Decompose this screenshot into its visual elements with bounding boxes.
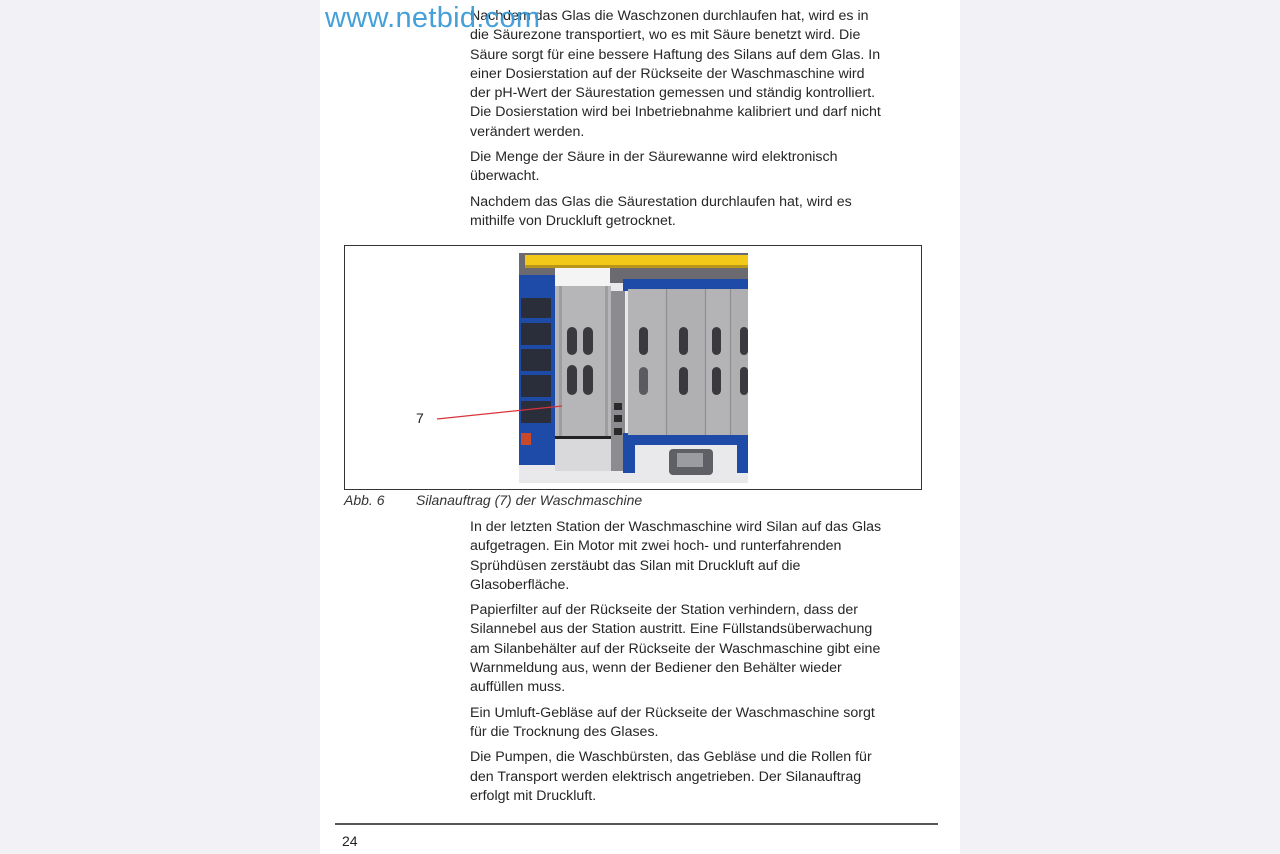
text-line: den Transport werden elektrisch angetrieben. Der Silanauftrag bbox=[470, 768, 862, 785]
text-line: verändert werden. bbox=[470, 123, 585, 140]
text-line: Die Dosierstation wird bei Inbetriebnahme kalibriert und darf nicht bbox=[470, 104, 881, 121]
callout-label: 7 bbox=[416, 410, 424, 426]
text-line: Nachdem das Glas die Säurestation durchlaufen hat, wird es bbox=[470, 193, 852, 210]
footer-divider bbox=[335, 823, 938, 825]
text-line: überwacht. bbox=[470, 168, 540, 185]
text-line: für die Trocknung des Glases. bbox=[470, 723, 659, 740]
paragraph-blower bbox=[470, 704, 930, 743]
text-line: erfolgt mit Druckluft. bbox=[470, 787, 597, 804]
text-line: am Silanbehälter auf der Rückseite der Waschmaschine gibt eine bbox=[470, 640, 881, 657]
text-line: mithilfe von Druckluft getrocknet. bbox=[470, 212, 676, 229]
text-line: Papierfilter auf der Rückseite der Station verhindern, dass der bbox=[470, 602, 858, 619]
text-line: Glasoberfläche. bbox=[470, 576, 570, 593]
text-line: In der letzten Station der Waschmaschine wird Silan auf das Glas bbox=[470, 519, 882, 535]
figure-caption-number: Abb. 6 bbox=[344, 492, 385, 508]
text-line: Warnmeldung aus, wenn der Bediener den Behälter wieder bbox=[470, 660, 842, 677]
text-line: Säure sorgt für eine bessere Haftung des Silans auf dem Glas. In bbox=[470, 46, 881, 63]
paragraph-drives bbox=[470, 748, 930, 806]
paragraph-drying bbox=[470, 193, 930, 232]
text-line: Sprühdüsen zerstäubt das Silan mit Druckluft auf die bbox=[470, 557, 801, 574]
page-number: 24 bbox=[342, 833, 358, 849]
text-line: Nachdem das Glas die Waschzonen durchlaufen hat, wird es in bbox=[470, 8, 869, 24]
text-line: einer Dosierstation auf der Rückseite der Waschmaschine wird bbox=[470, 65, 865, 82]
figure-caption-title: Silanauftrag (7) der Waschmaschine bbox=[416, 492, 643, 508]
text-line: der pH-Wert der Säurestation gemessen und ständig kontrolliert. bbox=[470, 85, 876, 102]
text-block-top bbox=[470, 7, 930, 237]
text-line: Silannebel aus der Station austritt. Eine Füllstandsüberwachung bbox=[470, 621, 873, 638]
text-line: Die Menge der Säure in der Säurewanne wird elektronisch bbox=[470, 149, 838, 166]
machine-photo bbox=[519, 253, 748, 483]
paragraph-acid-monitoring bbox=[470, 148, 930, 187]
text-block-bottom bbox=[470, 518, 930, 812]
text-line: die Säurezone transportiert, wo es mit Säure benetzt wird. Die bbox=[470, 27, 861, 44]
text-line: aufgetragen. Ein Motor mit zwei hoch- und runterfahrenden bbox=[470, 538, 842, 555]
paragraph-silane-application bbox=[470, 518, 930, 595]
text-line: Die Pumpen, die Waschbürsten, das Gebläse und die Rollen für bbox=[470, 749, 872, 766]
text-line: Ein Umluft-Gebläse auf der Rückseite der Waschmaschine sorgt bbox=[470, 704, 875, 721]
watermark: www.netbid.com bbox=[325, 2, 541, 34]
paragraph-paper-filter bbox=[470, 601, 930, 697]
text-line: auffüllen muss. bbox=[470, 679, 566, 696]
